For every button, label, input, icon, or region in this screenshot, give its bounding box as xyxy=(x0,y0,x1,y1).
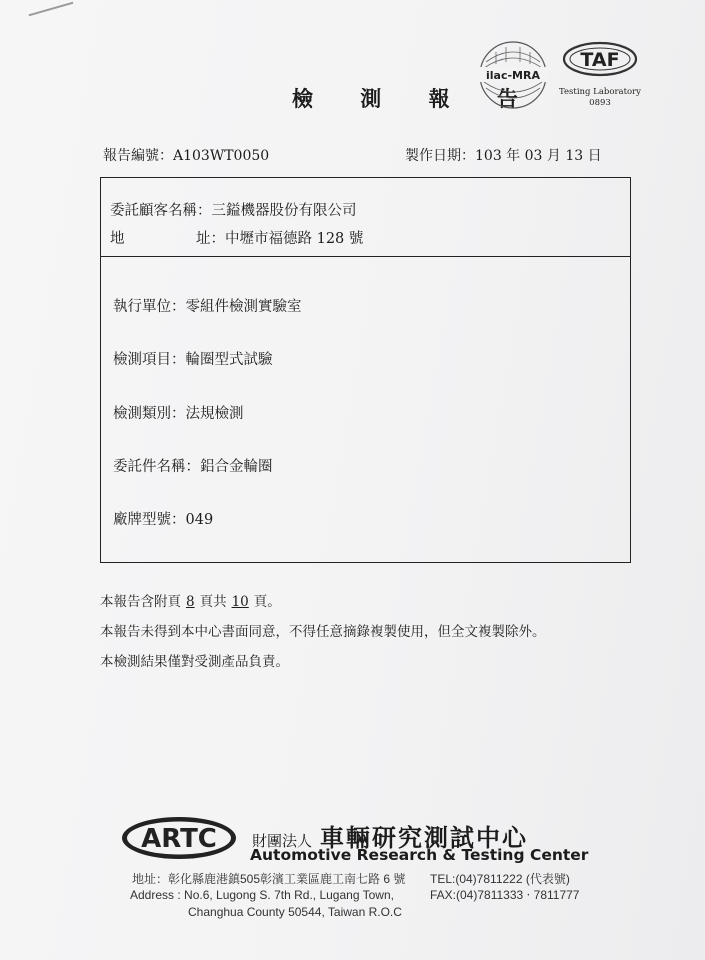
unit-value: 零組件檢測實驗室 xyxy=(185,299,302,315)
telephone: TEL:(04)7811222 (代表號) xyxy=(430,872,570,886)
pages-prefix: 本報告含附頁 xyxy=(100,594,181,610)
test-category-value: 法規檢測 xyxy=(185,406,244,422)
address-english-line-2: Changhua County 50544, Taiwan R.O.C xyxy=(188,905,402,919)
artc-logo-text: ARTC xyxy=(141,824,217,854)
test-item-value: 輪圈型式試驗 xyxy=(185,352,273,368)
taf-text: TAF xyxy=(580,49,620,71)
pages-suffix: 頁。 xyxy=(253,594,281,610)
model-row xyxy=(113,508,213,529)
client-name-label: 委託顧客名稱： xyxy=(110,203,212,219)
address-label-end: 址： xyxy=(196,231,225,247)
test-category-row xyxy=(113,402,244,423)
address-english-line-1: Address : No.6, Lugong S. 7th Rd., Lugang Town, xyxy=(130,888,394,902)
client-address-row xyxy=(110,227,363,248)
lab-label: Testing Laboratory xyxy=(559,87,641,97)
client-address-value: 中壢市福德路 128 號 xyxy=(225,231,364,247)
report-number: 報告編號：A103WT0050 xyxy=(103,148,270,164)
attached-pages: 8 xyxy=(186,594,195,610)
unit-label: 執行單位： xyxy=(113,299,186,315)
unit-row xyxy=(113,295,302,316)
model-label: 廠牌型號： xyxy=(113,512,186,528)
address-label-start: 地 xyxy=(110,231,125,247)
issue-date: 製作日期：103 年 03 月 13 日 xyxy=(405,148,602,164)
report-info-box xyxy=(100,177,631,563)
copy-restriction-note: 本報告未得到本中心書面同意，不得任意摘錄複製使用，但全文複製除外。 xyxy=(100,624,546,640)
ilac-mra-logo xyxy=(476,40,550,110)
page-count-note xyxy=(100,590,281,610)
org-prefix: 財團法人 xyxy=(252,832,313,850)
liability-note: 本檢測結果僅對受測產品負責。 xyxy=(100,654,289,670)
document-title: 檢 測 報 告 xyxy=(292,86,538,111)
taf-logo xyxy=(555,40,645,112)
artc-logo xyxy=(120,815,238,861)
address-chinese: 地址：彰化縣鹿港鎮505彰濱工業區鹿工南七路 6 號 xyxy=(132,872,406,886)
pages-middle: 頁共 xyxy=(199,594,227,610)
lab-number: 0893 xyxy=(589,98,611,108)
fax: FAX:(04)7811333 ‧ 7811777 xyxy=(430,888,580,902)
client-name-value: 三鎰機器股份有限公司 xyxy=(211,203,357,219)
ilac-text: ilac-MRA xyxy=(486,69,540,82)
sample-name-value: 鋁合金輪圈 xyxy=(200,459,273,475)
pen-mark xyxy=(29,2,74,17)
sample-name-row xyxy=(113,455,273,476)
org-english-name: Automotive Research & Testing Center xyxy=(250,846,589,864)
test-item-label: 檢測項目： xyxy=(113,352,186,368)
model-value: 049 xyxy=(185,512,214,528)
total-pages: 10 xyxy=(231,594,249,610)
org-name: 車輛研究測試中心 xyxy=(320,824,529,852)
test-category-label: 檢測類別： xyxy=(113,406,186,422)
client-name-row xyxy=(110,199,357,220)
box-divider xyxy=(101,256,630,257)
sample-name-label: 委託件名稱： xyxy=(113,459,200,475)
test-item-row xyxy=(113,348,273,369)
